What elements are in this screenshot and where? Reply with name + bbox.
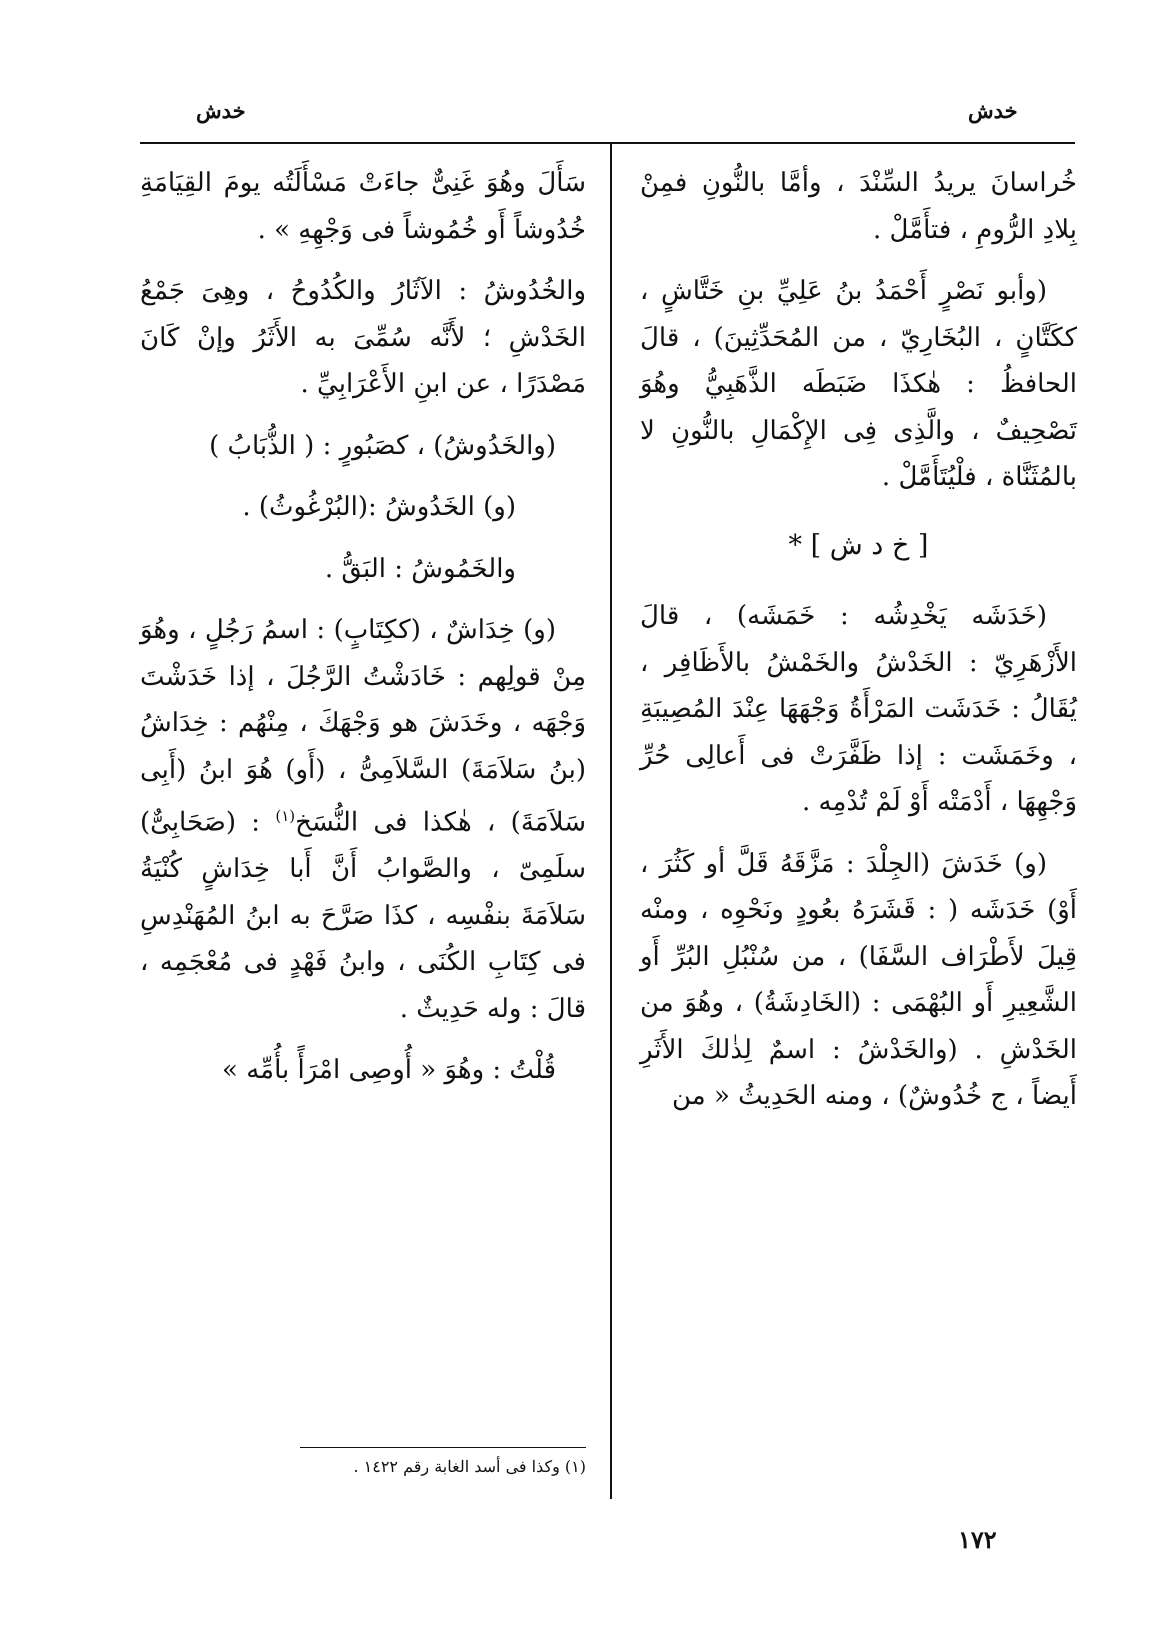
running-header-right: خدش <box>968 98 1018 123</box>
left-paragraph-3: (والخَدُوشُ) ، كصَبُورٍ : ( الذُّبَابُ ) <box>209 430 556 461</box>
entry-heading: [ خ د ش ] * <box>788 529 929 561</box>
left-paragraph-4: (و) الخَدُوشُ :(البُرْغُوثُ) . <box>242 492 516 522</box>
header-rule <box>140 142 1075 144</box>
column-divider <box>610 142 612 1499</box>
left-paragraph-6-rest: : (صَحَابِىٌّ) سلَمِىّ ، والصَّوابُ أَنَّ أَبا خِدَاشٍ كُنْيَةُ سَلاَمَةَ بنفْسِه ، كذَا صَرَّحَ به ابنُ المُهَنْدِسِ فى كِتَابِ الكُنَى ، وابنُ فَهْدٍ فى مُعْجَمِه ، قالَ : وله حَدِيثٌ . <box>140 807 586 1024</box>
page-number: ١٧٢ <box>958 1525 997 1554</box>
left-paragraph-6-text: (و) خِدَاشٌ ، (ككِتَابٍ) : اسمُ رَجُلٍ ، وهُوَ مِنْ قولِهم : خَادَشْتُ الرَّجُلَ ، إذا خَدَشْتَ وَجْهَه ، وخَدَشَ هو وَجْهَكَ ، مِنْهُم : خِدَاشُ (بنُ سَلاَمَةَ) السَّلاَمِىُّ ، (أَو) هُوَ ابنُ (أَبِى سَلاَمَةَ) ، هٰكذا فى النُّسَخ <box>140 615 586 838</box>
left-paragraph-2: والخُدُوشُ : الآثَارُ والكُدُوحُ ، وهِىَ جَمْعُ الخَدْشِ ؛ لأَنَّه سُمِّىَ به الأَثَرُ وإنْ كَانَ مَصْدَرًا ، عن ابنِ الأَعْرَابِيِّ . <box>140 276 586 399</box>
running-header-left: خدش <box>196 98 246 123</box>
left-paragraph-5: والخَمُوشُ : البَقُّ . <box>324 553 516 584</box>
right-paragraph-3: (خَدَشَه يَخْدِشُه : خَمَشَه) ، قالَ الأَزْهَرِيّ : الخَدْشُ والخَمْشُ بالأَظَافِر ، يُقَالُ : خَدَشَت المَرْأَةُ وَجْهَهَا عِنْدَ المُصِيبَةِ ، وخَمَشَت : إذا ظَفَّرَتْ فى أَعالِى حُرِّ وَجْهِهَا ، أَدْمَتْه أَوْ لَمْ تُدْمِه . <box>640 601 1077 817</box>
right-paragraph-1: خُراسانَ يريدُ السِّنْدَ ، وأمَّا بالنُّونِ فمِنْ بِلادِ الرُّومِ ، فتأَمَّلْ . <box>640 168 1077 245</box>
left-paragraph-6 <box>140 607 586 1032</box>
left-paragraph-1: سَأَلَ وهُوَ غَنِىٌّ جاءَتْ مَسْأَلَتُه يومَ القِيَامَةِ خُدُوشاً أَو خُمُوشاً فى وَجْهِهِ » . <box>140 168 586 245</box>
footnote-marker: (١) <box>275 807 296 825</box>
right-paragraph-2: (وأبو نَصْرٍ أَحْمَدُ بنُ عَلِيِّ بنِ خَتَّاشٍ ، ككَتَّانٍ ، البُخَارِيّ ، من المُحَدِّثِينَ) ، قالَ الحافظُ : هٰكذَا ضَبَطَه الذَّهَبِيُّ وهُوَ تَصْحِيفٌ ، والَّذِى فِى الإِكْمَالِ بالنُّونِ لا بالمُثَنَّاة ، فلْيُتَأَمَّلْ . <box>640 276 1077 492</box>
left-paragraph-7: قُلْتُ : وهُوَ « أُوصِى امْرَأً بأُمِّه » <box>222 1055 556 1086</box>
right-column <box>640 160 1077 1135</box>
right-paragraph-4: (و) خَدَشَ (الجِلْدَ : مَزَّقَهُ قَلَّ أو كَثُرَ ، أَوْ) خَدَشَه ( : قَشَرَهُ بعُودٍ ونَحْوِه ، ومنْه قِيلَ لأَطْرَاف السَّفَا) ، من سُنْبُلِ البُرِّ أَو الشَّعِيرِ أَو البُهْمَى : (الخَادِشَةُ) ، وهُوَ من الخَدْشِ . (والخَدْشُ : اسمٌ لِذٰلكَ الأَثَرِ أَيضاً ، ج خُدُوشٌ) ، ومنه الحَدِيثُ « من <box>640 848 1077 1111</box>
footnote-rule <box>300 1447 586 1448</box>
left-column <box>140 160 586 1109</box>
footnote: (١) وكذا فى أسد الغابة رقم ١٤٢٢ . <box>353 1457 586 1476</box>
